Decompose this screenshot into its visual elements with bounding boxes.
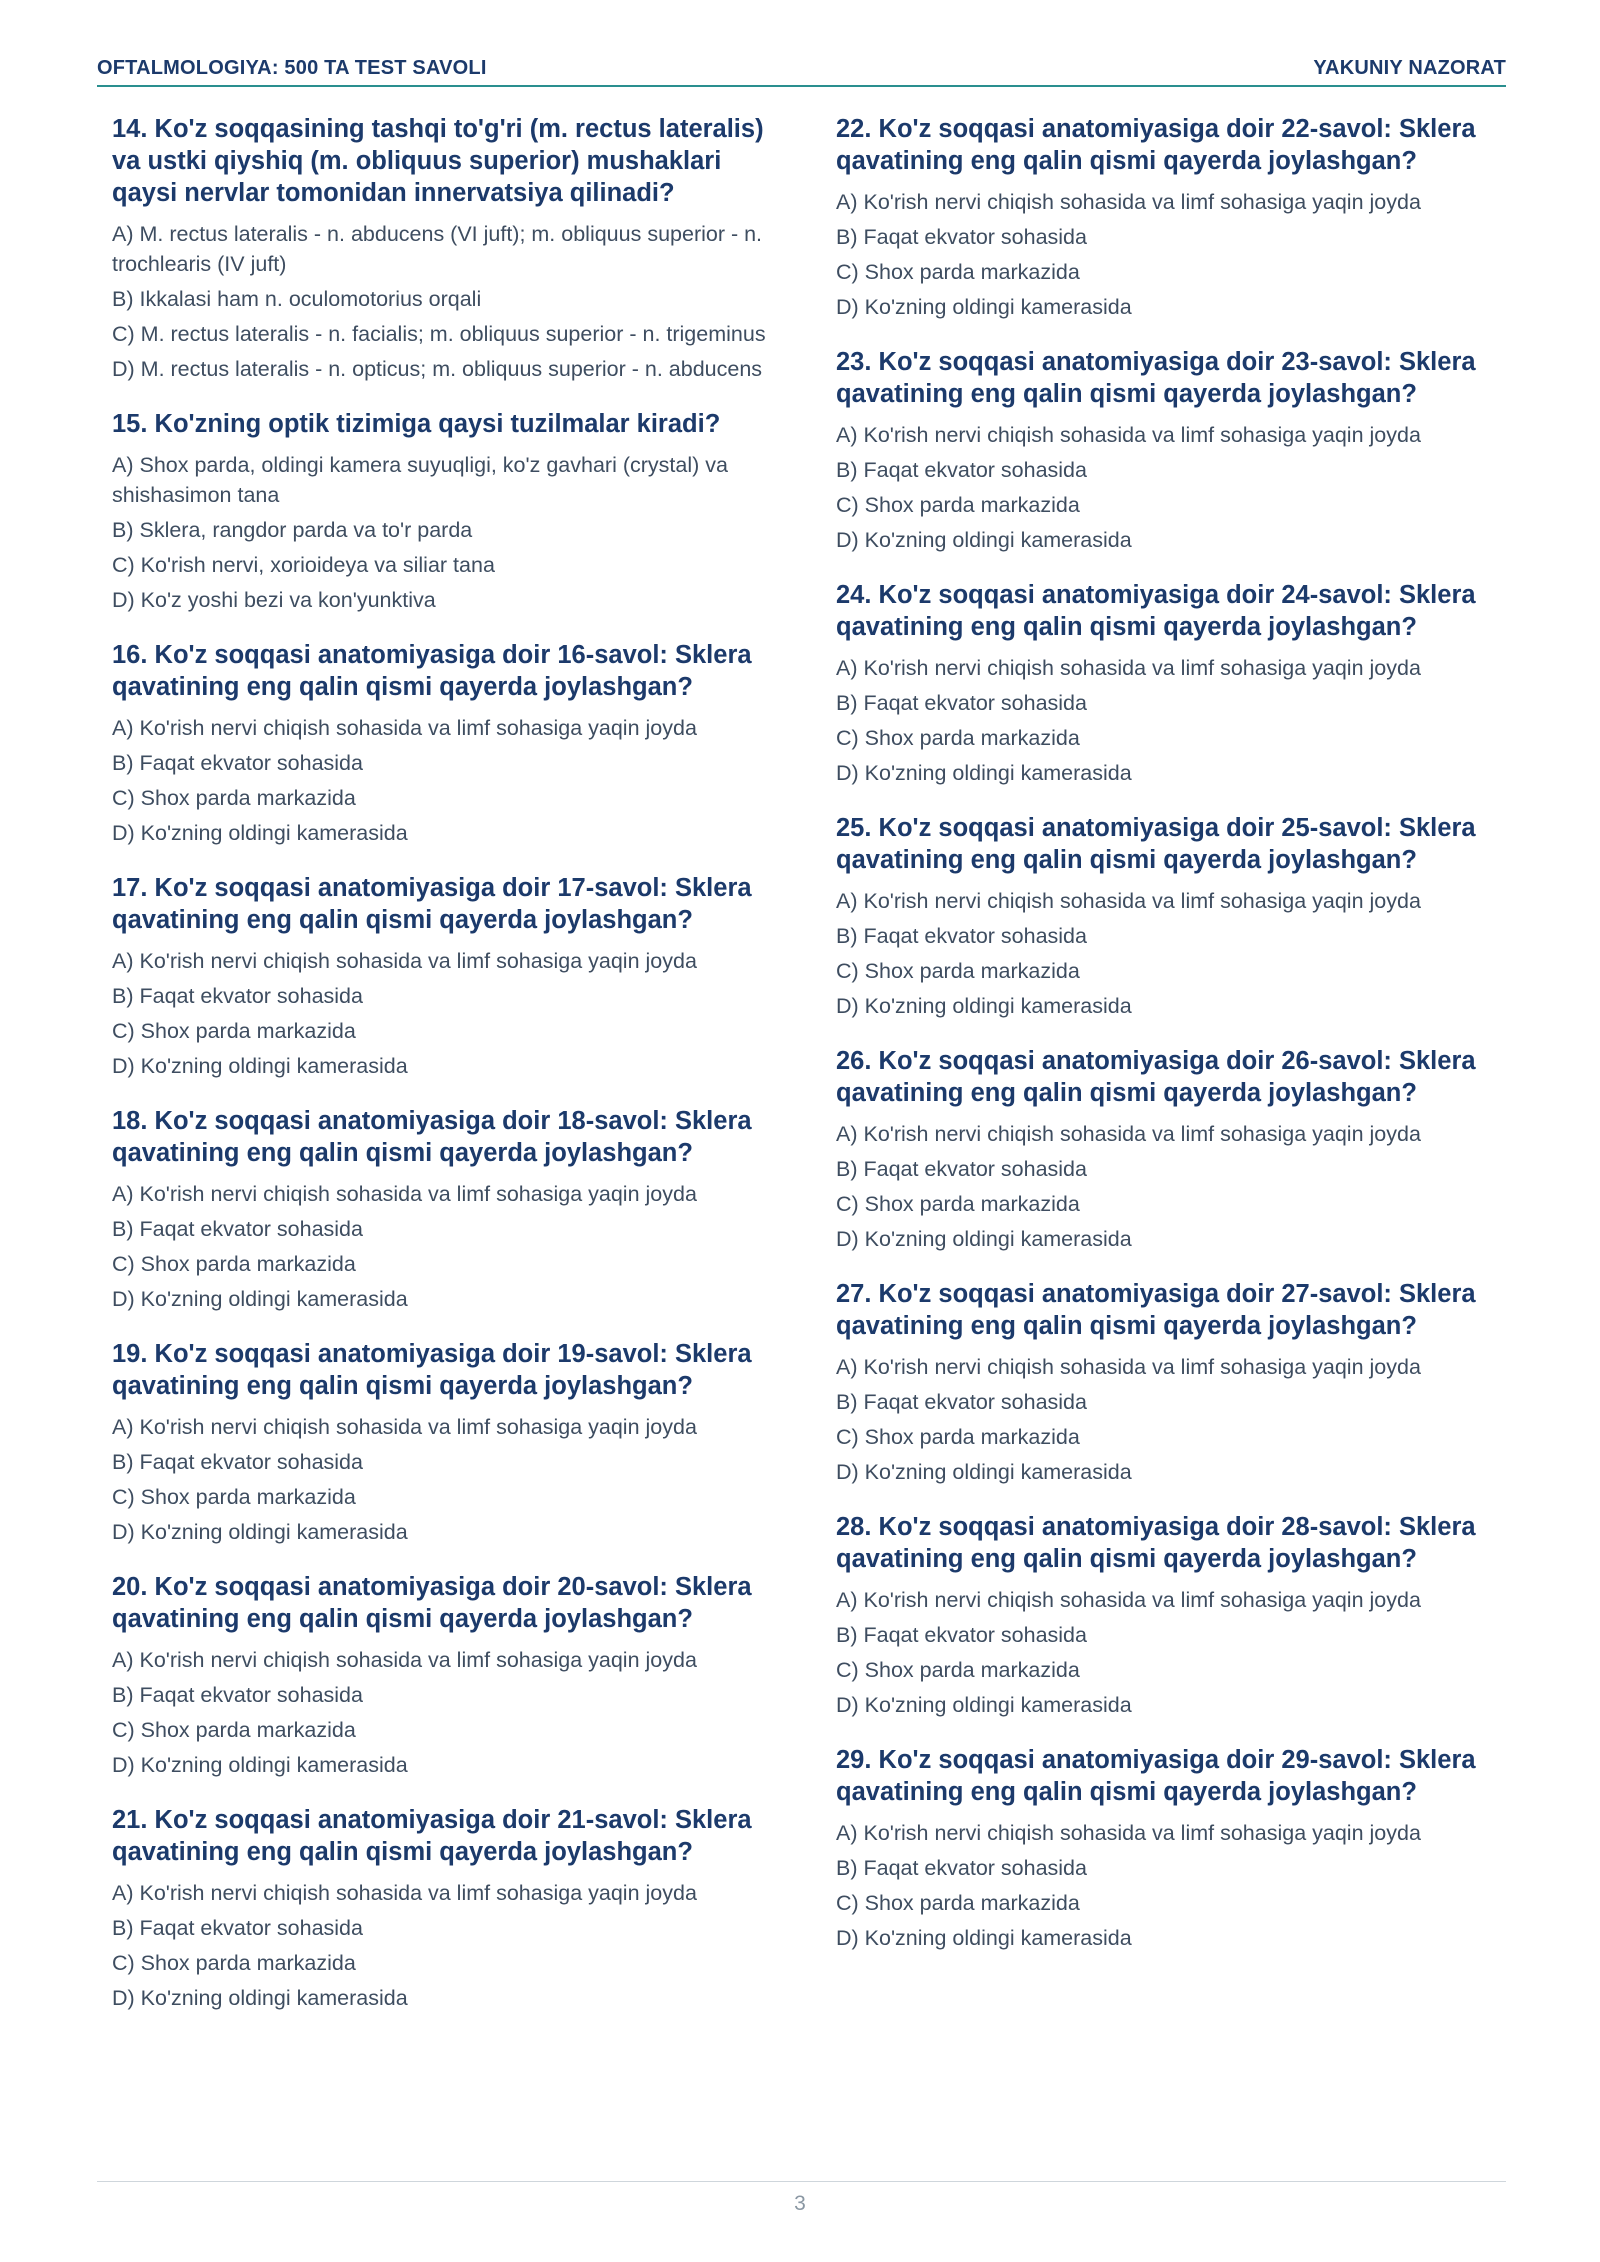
answer-option: D) Ko'z yoshi bezi va kon'yunktiva <box>112 588 436 612</box>
answer-option: A) Ko'rish nervi chiqish sohasida va limf sohasiga yaqin joyda <box>112 1182 697 1206</box>
answer-option: A) Ko'rish nervi chiqish sohasida va limf sohasiga yaqin joyda <box>836 1355 1421 1379</box>
question-title: 28. Ko'z soqqasi anatomiyasiga doir 28-savol: Sklera qavatining eng qalin qismi qayerda joylashgan? <box>836 1513 1476 1573</box>
answer-option: C) Shox parda markazida <box>836 959 1080 983</box>
question-columns <box>112 113 1496 2037</box>
question-title: 27. Ko'z soqqasi anatomiyasiga doir 27-savol: Sklera qavatining eng qalin qismi qayerda joylashgan? <box>836 1280 1476 1340</box>
answer-option: B) Faqat ekvator sohasida <box>112 1683 363 1707</box>
answer-option: B) Faqat ekvator sohasida <box>836 225 1087 249</box>
answer-option: C) Shox parda markazida <box>112 1252 356 1276</box>
answer-option: A) M. rectus lateralis - n. abducens (VI juft); m. obliquus superior - n. trochlearis (IV juft) <box>112 222 763 276</box>
question-block <box>836 579 1496 788</box>
header-document-title: OFTALMOLOGIYA: 500 TA TEST SAVOLI <box>97 57 487 79</box>
answer-option: B) Faqat ekvator sohasida <box>836 1157 1087 1181</box>
question-title: 16. Ko'z soqqasi anatomiyasiga doir 16-savol: Sklera qavatining eng qalin qismi qayerda joylashgan? <box>112 641 752 701</box>
answer-option: A) Ko'rish nervi chiqish sohasida va limf sohasiga yaqin joyda <box>836 1821 1421 1845</box>
answer-option: B) Faqat ekvator sohasida <box>836 1623 1087 1647</box>
answer-option: A) Ko'rish nervi chiqish sohasida va limf sohasiga yaqin joyda <box>836 656 1421 680</box>
answer-option: A) Ko'rish nervi chiqish sohasida va limf sohasiga yaqin joyda <box>112 1648 697 1672</box>
answer-option: D) Ko'zning oldingi kamerasida <box>836 1227 1132 1251</box>
question-title: 24. Ko'z soqqasi anatomiyasiga doir 24-savol: Sklera qavatining eng qalin qismi qayerda joylashgan? <box>836 581 1476 641</box>
answer-option: C) Shox parda markazida <box>836 1192 1080 1216</box>
question-title: 14. Ko'z soqqasining tashqi to'g'ri (m. rectus lateralis) va ustki qiyshiq (m. obliquus superior) mushaklari qaysi nervlar tomonidan innervatsiya qilinadi? <box>112 115 764 207</box>
question-title: 21. Ko'z soqqasi anatomiyasiga doir 21-savol: Sklera qavatining eng qalin qismi qayerda joylashgan? <box>112 1806 752 1866</box>
answer-option: A) Ko'rish nervi chiqish sohasida va limf sohasiga yaqin joyda <box>836 1122 1421 1146</box>
answer-option: C) Shox parda markazida <box>836 1425 1080 1449</box>
answer-option: D) Ko'zning oldingi kamerasida <box>112 1986 408 2010</box>
answer-option: C) Shox parda markazida <box>112 786 356 810</box>
question-block <box>112 1804 772 2013</box>
answer-option: B) Faqat ekvator sohasida <box>112 1450 363 1474</box>
question-block <box>112 1105 772 1314</box>
answer-option: C) Shox parda markazida <box>112 1485 356 1509</box>
answer-option: A) Ko'rish nervi chiqish sohasida va limf sohasiga yaqin joyda <box>836 1588 1421 1612</box>
answer-option: A) Ko'rish nervi chiqish sohasida va limf sohasiga yaqin joyda <box>836 889 1421 913</box>
answer-option: B) Faqat ekvator sohasida <box>836 1856 1087 1880</box>
answer-option: B) Faqat ekvator sohasida <box>112 1916 363 1940</box>
question-block <box>836 812 1496 1021</box>
footer-rule <box>97 2181 1506 2182</box>
answer-option: C) Shox parda markazida <box>836 1658 1080 1682</box>
answer-option: C) Shox parda markazida <box>112 1951 356 1975</box>
answer-option: D) Ko'zning oldingi kamerasida <box>112 821 408 845</box>
answer-option: C) Shox parda markazida <box>836 726 1080 750</box>
answer-option: C) Shox parda markazida <box>836 1891 1080 1915</box>
answer-option: D) Ko'zning oldingi kamerasida <box>112 1753 408 1777</box>
question-title: 22. Ko'z soqqasi anatomiyasiga doir 22-savol: Sklera qavatining eng qalin qismi qayerda joylashgan? <box>836 115 1476 175</box>
question-block <box>836 113 1496 322</box>
question-block <box>112 872 772 1081</box>
question-title: 23. Ko'z soqqasi anatomiyasiga doir 23-savol: Sklera qavatining eng qalin qismi qayerda joylashgan? <box>836 348 1476 408</box>
answer-option: A) Ko'rish nervi chiqish sohasida va limf sohasiga yaqin joyda <box>836 190 1421 214</box>
answer-option: D) Ko'zning oldingi kamerasida <box>836 1460 1132 1484</box>
answer-option: B) Faqat ekvator sohasida <box>836 1390 1087 1414</box>
question-block <box>112 639 772 848</box>
question-block <box>836 1511 1496 1720</box>
answer-option: D) Ko'zning oldingi kamerasida <box>836 295 1132 319</box>
question-block <box>112 113 772 384</box>
question-block <box>836 346 1496 555</box>
answer-option: B) Faqat ekvator sohasida <box>112 1217 363 1241</box>
answer-option: A) Ko'rish nervi chiqish sohasida va limf sohasiga yaqin joyda <box>112 1881 697 1905</box>
answer-option: B) Ikkalasi ham n. oculomotorius orqali <box>112 287 482 311</box>
question-title: 29. Ko'z soqqasi anatomiyasiga doir 29-savol: Sklera qavatining eng qalin qismi qayerda joylashgan? <box>836 1746 1476 1806</box>
answer-option: B) Faqat ekvator sohasida <box>836 924 1087 948</box>
answer-option: A) Ko'rish nervi chiqish sohasida va limf sohasiga yaqin joyda <box>112 1415 697 1439</box>
question-block <box>112 1338 772 1547</box>
answer-option: C) Shox parda markazida <box>836 260 1080 284</box>
answer-option: D) Ko'zning oldingi kamerasida <box>836 1693 1132 1717</box>
question-title: 15. Ko'zning optik tizimiga qaysi tuzilmalar kiradi? <box>112 410 721 438</box>
answer-option: D) M. rectus lateralis - n. opticus; m. obliquus superior - n. abducens <box>112 357 763 381</box>
answer-option: B) Faqat ekvator sohasida <box>836 691 1087 715</box>
answer-option: A) Ko'rish nervi chiqish sohasida va limf sohasiga yaqin joyda <box>836 423 1421 447</box>
question-block <box>836 1278 1496 1487</box>
page-header <box>97 52 1506 87</box>
page-number: 3 <box>794 2192 806 2215</box>
question-title: 26. Ko'z soqqasi anatomiyasiga doir 26-savol: Sklera qavatining eng qalin qismi qayerda joylashgan? <box>836 1047 1476 1107</box>
question-title: 17. Ko'z soqqasi anatomiyasiga doir 17-savol: Sklera qavatining eng qalin qismi qayerda joylashgan? <box>112 874 752 934</box>
header-section-title: YAKUNIY NAZORAT <box>1313 57 1506 79</box>
answer-option: C) M. rectus lateralis - n. facialis; m. obliquus superior - n. trigeminus <box>112 322 766 346</box>
answer-option: D) Ko'zning oldingi kamerasida <box>112 1054 408 1078</box>
right-column <box>836 113 1496 2037</box>
question-block <box>112 408 772 615</box>
answer-option: B) Faqat ekvator sohasida <box>836 458 1087 482</box>
question-title: 25. Ko'z soqqasi anatomiyasiga doir 25-savol: Sklera qavatining eng qalin qismi qayerda joylashgan? <box>836 814 1476 874</box>
answer-option: C) Shox parda markazida <box>112 1718 356 1742</box>
left-column <box>112 113 772 2037</box>
answer-option: B) Faqat ekvator sohasida <box>112 751 363 775</box>
question-title: 20. Ko'z soqqasi anatomiyasiga doir 20-savol: Sklera qavatining eng qalin qismi qayerda joylashgan? <box>112 1573 752 1633</box>
answer-option: B) Faqat ekvator sohasida <box>112 984 363 1008</box>
answer-option: D) Ko'zning oldingi kamerasida <box>112 1520 408 1544</box>
answer-option: D) Ko'zning oldingi kamerasida <box>836 1926 1132 1950</box>
question-block <box>112 1571 772 1780</box>
question-title: 19. Ko'z soqqasi anatomiyasiga doir 19-savol: Sklera qavatining eng qalin qismi qayerda joylashgan? <box>112 1340 752 1400</box>
answer-option: A) Shox parda, oldingi kamera suyuqligi, ko'z gavhari (crystal) va shishasimon tana <box>112 453 728 507</box>
answer-option: D) Ko'zning oldingi kamerasida <box>836 994 1132 1018</box>
answer-option: C) Ko'rish nervi, xorioideya va siliar tana <box>112 553 495 577</box>
answer-option: A) Ko'rish nervi chiqish sohasida va limf sohasiga yaqin joyda <box>112 716 697 740</box>
answer-option: C) Shox parda markazida <box>836 493 1080 517</box>
answer-option: C) Shox parda markazida <box>112 1019 356 1043</box>
answer-option: D) Ko'zning oldingi kamerasida <box>836 528 1132 552</box>
answer-option: D) Ko'zning oldingi kamerasida <box>112 1287 408 1311</box>
question-title: 18. Ko'z soqqasi anatomiyasiga doir 18-savol: Sklera qavatining eng qalin qismi qayerda joylashgan? <box>112 1107 752 1167</box>
answer-option: A) Ko'rish nervi chiqish sohasida va limf sohasiga yaqin joyda <box>112 949 697 973</box>
answer-option: D) Ko'zning oldingi kamerasida <box>836 761 1132 785</box>
question-block <box>836 1045 1496 1254</box>
answer-option: B) Sklera, rangdor parda va to'r parda <box>112 518 473 542</box>
question-block <box>836 1744 1496 1953</box>
